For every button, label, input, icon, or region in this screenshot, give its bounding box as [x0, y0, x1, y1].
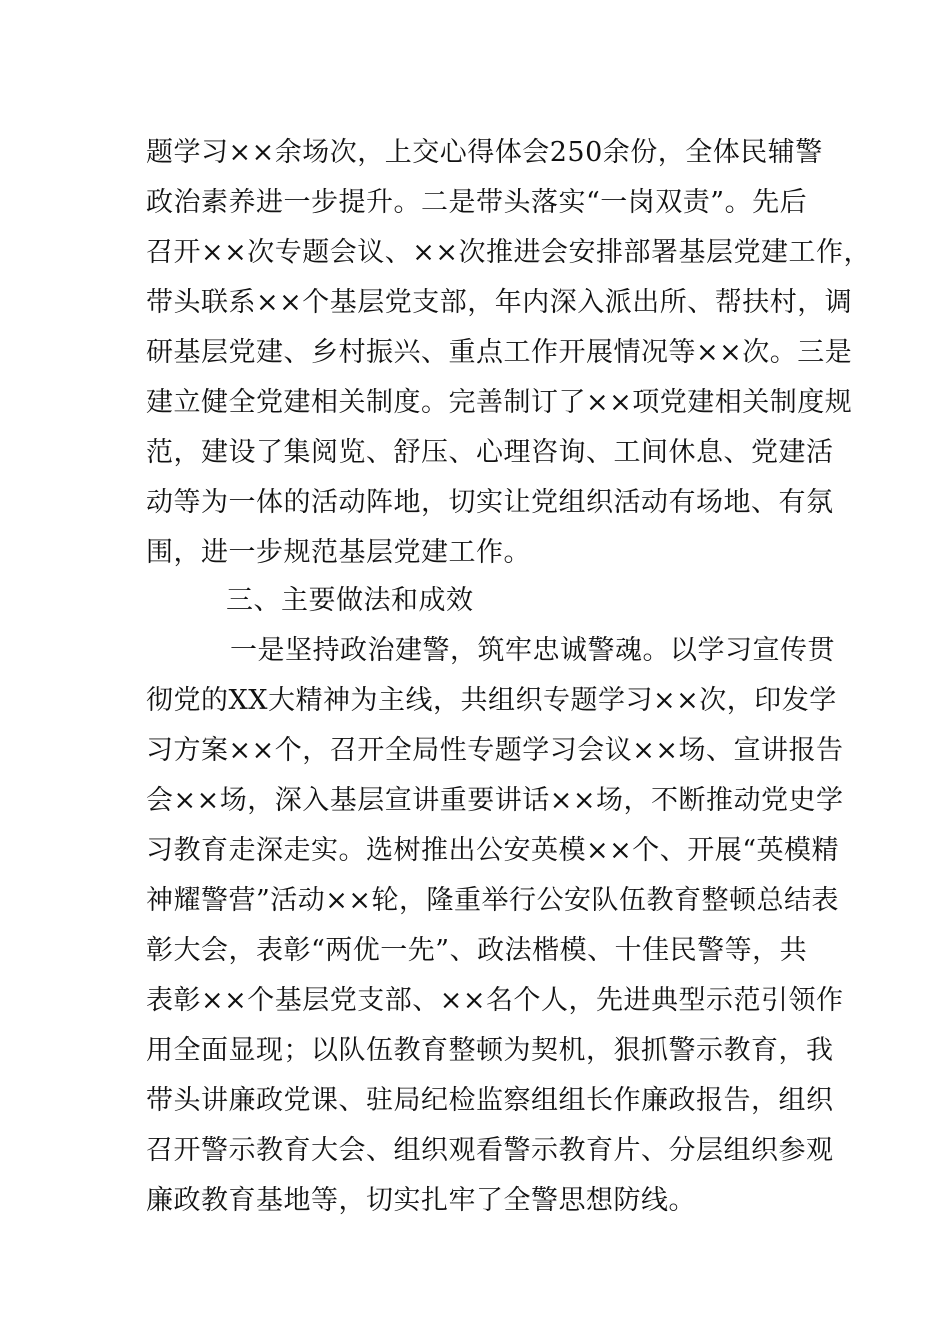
paragraph-line: 带头讲廉政党课、驻局纪检监察组组长作廉政报告，组织 — [146, 1085, 834, 1116]
paragraph-line: 习教育走深走实。选树推出公安英模××个、开展“英模精 — [146, 835, 840, 866]
paragraph-line: 动等为一体的活动阵地，切实让党组织活动有场地、有氛 — [146, 487, 834, 518]
paragraph-line: 廉政教育基地等，切实扎牢了全警思想防线。 — [146, 1185, 696, 1216]
paragraph-line: 用全面显现；以队伍教育整顿为契机，狠抓警示教育，我 — [146, 1035, 834, 1066]
paragraph-line: 表彰××个基层党支部、××名个人，先进典型示范引领作 — [146, 985, 844, 1016]
paragraph-line: 习方案××个，召开全局性专题学习会议××场、宣讲报告 — [146, 735, 844, 766]
paragraph-line: 彰大会，表彰“两优一先”、政法楷模、十佳民警等，共 — [146, 935, 808, 966]
paragraph-line: 彻党的XX大精神为主线，共组织专题学习××次，印发学 — [146, 685, 837, 716]
paragraph-line: 一是坚持政治建警，筑牢忠诚警魂。以学习宣传贯 — [230, 635, 835, 666]
paragraph-line: 政治素养进一步提升。二是带头落实“一岗双责”。先后 — [146, 187, 808, 218]
paragraph-line: 带头联系××个基层党支部，年内深入派出所、帮扶村，调 — [146, 287, 853, 318]
paragraph-line: 围，进一步规范基层党建工作。 — [146, 537, 531, 568]
paragraph-line: 建立健全党建相关制度。完善制订了××项党建相关制度规 — [146, 387, 853, 418]
paragraph-line: 召开××次专题会议、××次推进会安排部署基层党建工作， — [146, 237, 871, 268]
paragraph-line: 范，建设了集阅览、舒压、心理咨询、工间休息、党建活 — [146, 437, 834, 468]
section-heading: 三、主要做法和成效 — [226, 585, 474, 616]
paragraph-line: 研基层党建、乡村振兴、重点工作开展情况等××次。三是 — [146, 337, 853, 368]
paragraph-line: 会××场，深入基层宣讲重要讲话××场，不断推动党史学 — [146, 785, 844, 816]
paragraph-line: 神耀警营”活动××轮，隆重举行公安队伍教育整顿总结表 — [146, 885, 840, 916]
paragraph-line: 召开警示教育大会、组织观看警示教育片、分层组织参观 — [146, 1135, 834, 1166]
paragraph-line: 题学习××余场次，上交心得体会250余份，全体民辅警 — [146, 137, 823, 168]
